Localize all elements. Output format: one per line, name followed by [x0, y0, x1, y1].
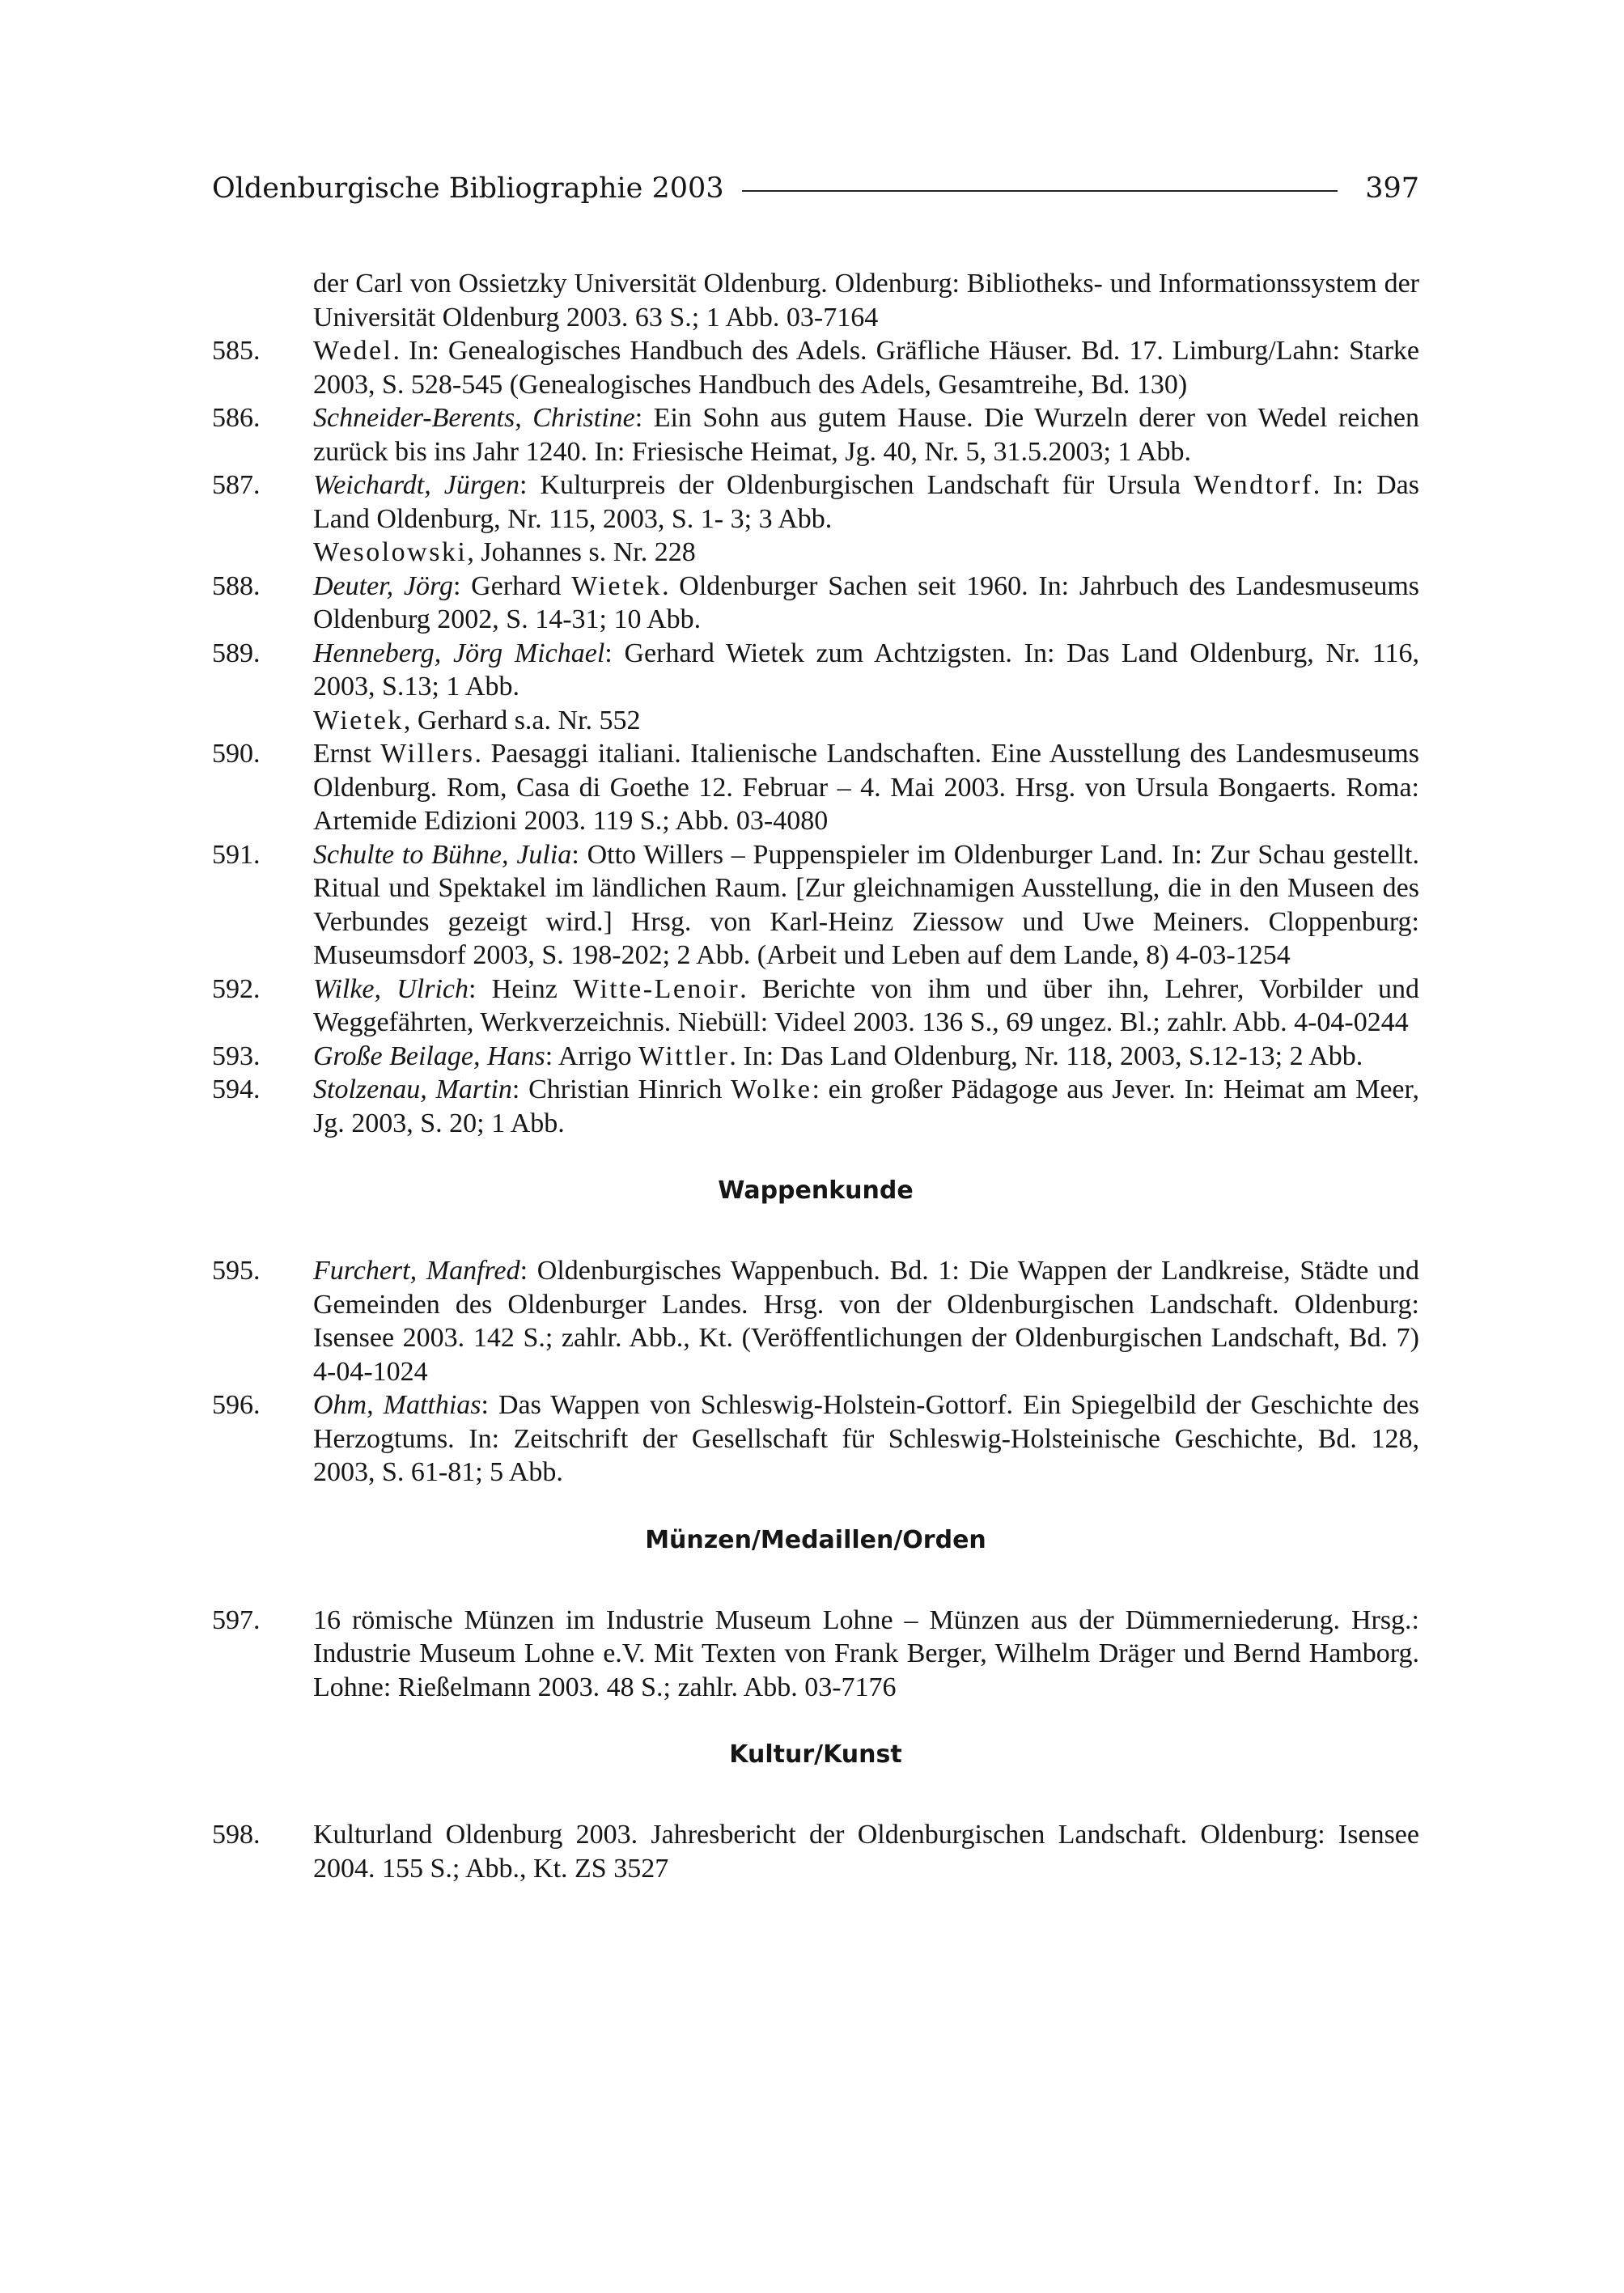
- entry-596: [212, 1388, 1419, 1490]
- subject-name: Wolke: [731, 1074, 812, 1104]
- entry-590: [212, 737, 1419, 838]
- subject-name: Willers: [380, 739, 475, 769]
- entry-text: : Otto Willers – Puppenspieler im Oldenburger Land. In: Zur Schau gestellt. Ritual und Spektakel im ländlichen Raum. [Zur gleichnamigen Ausstellung, die in den Museen des Verbundes gezeigt wird.] Hrsg. von Karl-Heinz Ziessow und Uwe Meiners. Cloppenburg: Museumsdorf 2003, S. 198-202; 2 Abb. (Arbeit und Leben auf dem Lande, 8) 4-03-1254: [313, 839, 1419, 970]
- entry-591: [212, 838, 1419, 973]
- entry-595: [212, 1254, 1419, 1388]
- entry-number: 585.: [212, 336, 261, 366]
- entry-number: 592.: [212, 973, 261, 1004]
- entry-text: : Oldenburgisches Wappenbuch. Bd. 1: Die Wappen der Landkreise, Städte und Gemeinden des Oldenburger Landes. Hrsg. von der Oldenburgischen Landschaft. Oldenburg: Isensee 2003. 142 S.; zahlr. Abb., Kt. (Veröffentlichungen der Oldenburgischen Landschaft, Bd. 7) 4-04-1024: [313, 1256, 1419, 1387]
- author-name: Deuter, Jörg: [313, 570, 453, 601]
- entry-text: . In: Das Land Oldenburg, Nr. 118, 2003, S.12-13; 2 Abb.: [729, 1041, 1363, 1071]
- entry-text-pre: : Christian Hinrich: [511, 1074, 731, 1104]
- cross-reference: [212, 704, 1419, 738]
- entry-text: . Berichte von ihm und über ihn, Lehrer, Vorbilder und Weggefährten, Werkverzeichnis. Niebüll: Videel 2003. 136 S., 69 ungez. Bl.; zahlr. Abb. 4-04-0244: [313, 973, 1419, 1037]
- running-header: [212, 168, 1419, 209]
- entry-number: 598.: [212, 1820, 261, 1850]
- subject-name: Wietek: [571, 570, 663, 601]
- entry-text: : Das Wappen von Schleswig-Holstein-Gottorf. Ein Spiegelbild der Geschichte des Herzogtums. In: Zeitschrift der Gesellschaft für Schleswig-Holsteinische Geschichte, Bd. 128, 2003, S. 61-81; 5 Abb.: [313, 1390, 1419, 1487]
- author-name: Große Beilage, Hans: [313, 1041, 545, 1071]
- entry-number: 588.: [212, 570, 261, 601]
- entry-597: [212, 1604, 1419, 1705]
- cross-reference: [212, 536, 1419, 570]
- entry-585: [212, 334, 1419, 401]
- entry-text-pre: : Gerhard: [452, 570, 572, 601]
- entry-number: 587.: [212, 470, 261, 500]
- entry-number: 596.: [212, 1390, 261, 1420]
- author-name: Schulte to Bühne, Julia: [313, 839, 572, 870]
- author-name: Ohm, Matthias: [313, 1390, 481, 1420]
- entry-text: , Johannes s. Nr. 228: [467, 537, 696, 567]
- subject-name: Wesolowski: [313, 537, 468, 567]
- page-number: 397: [1365, 172, 1419, 205]
- entry-number: 590.: [212, 739, 261, 769]
- author-name: Henneberg, Jörg Michael: [313, 638, 605, 668]
- entry-text: . In: Genealogisches Handbuch des Adels. Gräfliche Häuser. Bd. 17. Limburg/Lahn: Starke 2003, S. 528-545 (Genealogisches Handbuch des Adels, Gesamtreihe, Bd. 130): [313, 336, 1419, 400]
- entry-text: : Gerhard Wietek zum Achtzigsten. In: Das Land Oldenburg, Nr. 116, 2003, S.13; 1 Abb.: [313, 638, 1419, 701]
- author-name: Stolzenau, Martin: [313, 1074, 512, 1104]
- entry-588: [212, 570, 1419, 637]
- section-heading-kultur: Kultur/Kunst: [729, 1740, 902, 1769]
- subject-name: Witte-Lenoir: [573, 973, 740, 1004]
- entry-593: [212, 1040, 1419, 1074]
- entry-text-pre: : Kulturpreis der Oldenburgischen Landschaft für Ursula: [519, 470, 1194, 500]
- entry-text: , Gerhard s.a. Nr. 552: [403, 705, 641, 735]
- author-name: Wilke, Ulrich: [313, 973, 469, 1004]
- entry-586: [212, 401, 1419, 468]
- entry-number: 586.: [212, 403, 261, 433]
- entry-number: 589.: [212, 638, 261, 668]
- author-name: Schneider-Berents, Christine: [313, 403, 635, 433]
- subject-name: Wedel: [313, 336, 393, 366]
- entry-number: 594.: [212, 1074, 261, 1104]
- entry-text-pre: : Heinz: [469, 973, 574, 1004]
- entry-text-pre: Ernst: [313, 739, 381, 769]
- entry-number: 595.: [212, 1256, 261, 1286]
- continuation-entry: [212, 267, 1419, 334]
- subject-name: Wittler: [638, 1041, 730, 1071]
- entry-number: 597.: [212, 1604, 261, 1635]
- entry-587: [212, 468, 1419, 536]
- section-heading-wappenkunde: Wappenkunde: [718, 1176, 914, 1205]
- entry-text: 16 römische Münzen im Industrie Museum Lohne – Münzen aus der Dümmerniederung. Hrsg.: Industrie Museum Lohne e.V. Mit Texten von Frank Berger, Wilhelm Dräger und Bernd Hamborg. Lohne: Rießelmann 2003. 48 S.; zahlr. Abb. 03-7176: [313, 1604, 1419, 1702]
- entry-text: . Oldenburger Sachen seit 1960. In: Jahrbuch des Landesmuseums Oldenburg 2002, S. 14-31; 10 Abb.: [313, 570, 1419, 634]
- entry-592: [212, 973, 1419, 1040]
- header-rule: [742, 190, 1338, 192]
- entry-589: [212, 637, 1419, 704]
- subject-name: Wendtorf: [1194, 470, 1313, 500]
- entry-number: 593.: [212, 1041, 261, 1071]
- section-heading-muenzen: Münzen/Medaillen/Orden: [645, 1525, 986, 1554]
- header-title: Oldenburgische Bibliographie 2003: [212, 172, 724, 205]
- entry-number: 591.: [212, 839, 261, 870]
- subject-name: Wietek: [313, 705, 404, 735]
- author-name: Weichardt, Jürgen: [313, 470, 519, 500]
- entry-text: : Ein Sohn aus gutem Hause. Die Wurzeln derer von Wedel reichen zurück bis ins Jahr 1240. In: Friesische Heimat, Jg. 40, Nr. 5, 31.5.2003; 1 Abb.: [313, 403, 1419, 467]
- bibliography-body: [212, 267, 1419, 1885]
- entry-text: der Carl von Ossietzky Universität Oldenburg. Oldenburg: Bibliotheks- und Informationssystem der Universität Oldenburg 2003. 63 S.; 1 Abb. 03-7164: [313, 269, 1419, 333]
- entry-594: [212, 1073, 1419, 1140]
- entry-text: Kulturland Oldenburg 2003. Jahresbericht der Oldenburgischen Landschaft. Oldenburg: Isensee 2004. 155 S.; Abb., Kt. ZS 3527: [313, 1820, 1419, 1884]
- entry-text: . Paesaggi italiani. Italienische Landschaften. Eine Ausstellung des Landesmuseums Oldenburg. Rom, Casa di Goethe 12. Februar – 4. Mai 2003. Hrsg. von Ursula Bongaerts. Roma: Artemide Edizioni 2003. 119 S.; Abb. 03-4080: [313, 739, 1419, 836]
- entry-text: . In: Das Land Oldenburg, Nr. 115, 2003, S. 1- 3; 3 Abb.: [313, 470, 1419, 534]
- author-name: Furchert, Manfred: [313, 1256, 520, 1286]
- entry-text-pre: : Arrigo: [545, 1041, 638, 1071]
- entry-text: : ein großer Pädagoge aus Jever. In: Heimat am Meer, Jg. 2003, S. 20; 1 Abb.: [313, 1074, 1419, 1138]
- entry-598: [212, 1818, 1419, 1885]
